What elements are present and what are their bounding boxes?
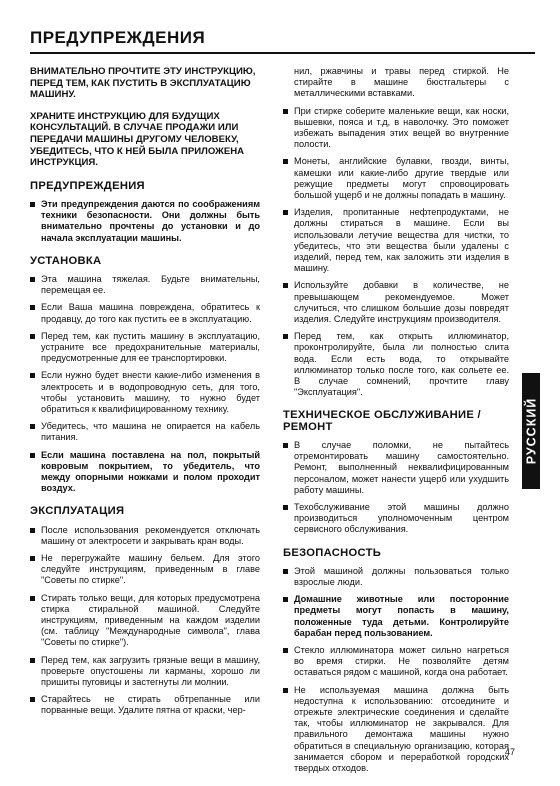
bullet-icon [283, 505, 288, 510]
maintenance-list [283, 440, 509, 536]
list-item: Монеты, английские булавки, гвозди, винты, камешки или какие-либо другие твердые или режущие предметы могут спровоцировать большой ущерб и не должны попадать в машину. [283, 156, 509, 201]
bullet-icon [30, 556, 35, 561]
operation-heading: ЭКСПЛУАТАЦИЯ [30, 505, 125, 518]
bullet-icon [283, 283, 288, 288]
title-rule [30, 52, 535, 54]
operation-list [30, 525, 260, 717]
bullet-icon [30, 697, 35, 702]
list-item: Изделия, пропитанные нефтепродуктами, не должны стираться в машине. Если вы использовали летучие вещества для чистки, то убедитесь, что эти вещества были удалены с изделий, перед тем, как заложить эти изделия в машину. [283, 207, 509, 274]
operation-continuation: нил, ржавчины и травы перед стиркой. Не стирайте в машине бюстгальтеры с металлическими вставками. [294, 66, 509, 99]
list-item: Если нужно будет внести какие-либо изменения в электросеть и в водопроводную сеть, для того, чтобы установить машину, то нужно будет обратиться к квалифицированному технику. [30, 370, 260, 415]
list-item: Не используемая машина должна быть недоступна к использованию: отсоедините и отрежьте электрические соединения и сделайте так, чтобы иллюминатор не закрывался. Для правильного демонтажа машины нужно обратиться в специальную организацию, которая занимается сбором и переработкой городских твердых отходов. [283, 685, 509, 775]
page-number: 47 [505, 747, 516, 757]
bullet-icon [283, 648, 288, 653]
warnings-heading: ПРЕДУПРЕЖДЕНИЯ [30, 179, 145, 192]
list-item: При стирке соберите маленькие вещи, как носки, вышевки, пояса и т.д, в наволочку. Это поможет избежать выпадения этих вещей во внутренние полости. [283, 106, 509, 151]
operation-list-continued [283, 106, 509, 399]
bullet-icon [283, 597, 288, 602]
safety-heading: БЕЗОПАСНОСТЬ [283, 546, 382, 559]
bullet-icon [30, 424, 35, 429]
bullet-icon [30, 453, 35, 458]
installation-list [30, 274, 260, 494]
maintenance-heading: ТЕХНИЧЕСКОЕ ОБСЛУЖИВАНИЕ / РЕМОНТ [283, 409, 481, 433]
list-item: Не перегружайте машину бельем. Для этого следуйте инструкциям, приведенным в главе "Советы по стирке". [30, 553, 260, 587]
list-item: Домашние животные или посторонние предметы могут попасть в машину, положенные туда детьми. Контролируйте барабан перед пользованием. [283, 594, 509, 639]
bullet-icon [30, 528, 35, 533]
bullet-icon [283, 688, 288, 693]
list-item: Убедитесь, что машина не опирается на кабель питания. [30, 421, 260, 443]
list-item: Перед тем, как открыть иллюминатор, проконтролируйте, была ли полностью слита вода. Если есть вода, то открывайте иллюминатор только после того, как сольете ее. В случае сомнений, прочтите главу "Эксплуатация". [283, 331, 509, 398]
list-item: После использования рекомендуется отключать машину от электросети и закрывать кран воды. [30, 525, 260, 547]
language-tab: РУССКИЙ [522, 373, 540, 489]
list-item: Если машина поставлена на пол, покрытый ковровым покрытием, то убедитель, что между опорными ножками и полом проходит воздух. [30, 450, 260, 495]
bullet-icon [30, 596, 35, 601]
warnings-list [30, 199, 260, 244]
bullet-icon [30, 334, 35, 339]
bullet-icon [283, 569, 288, 574]
bullet-icon [30, 305, 35, 310]
page-title: ПРЕДУПРЕЖДЕНИЯ [30, 28, 206, 47]
intro-keep-instructions: ХРАНИТЕ ИНСТРУКЦИЮ ДЛЯ БУДУЩИХ КОНСУЛЬТАЦИЙ. В СЛУЧАЕ ПРОДАЖИ ИЛИ ПЕРЕДАЧИ МАШИНЫ ДРУГОМУ ЧЕЛОВЕКУ, УБЕДИТЕСЬ, ЧТО К НЕЙ БЫЛА ПРИЛОЖЕНА ИНСТРУКЦИЯ. [30, 110, 245, 169]
bullet-icon [283, 210, 288, 215]
bullet-icon [30, 373, 35, 378]
bullet-icon [30, 277, 35, 282]
list-item: Техобслуживание этой машины должно производиться уполномоченным центром сервисного обслуживания. [283, 502, 509, 536]
bullet-icon [283, 109, 288, 114]
list-item: Эти предупреждения даются по соображениям техники безопасности. Они должны быть внимательно прочтены до установки и до начала эксплуатации машины. [30, 199, 260, 244]
bullet-icon [283, 443, 288, 448]
list-item: Старайтесь не стирать обтрепанные или порванные вещи. Удалите пятна от краски, чер- [30, 694, 260, 716]
intro-read-instructions: ВНИМАТЕЛЬНО ПРОЧТИТЕ ЭТУ ИНСТРУКЦИЮ, ПЕРЕД ТЕМ, КАК ПУСТИТЬ В ЭКСПЛУАТАЦИЮ МАШИНУ. [30, 66, 256, 101]
list-item: Этой машиной должны пользоваться только взрослые люди. [283, 566, 509, 588]
list-item: Перед тем, как пустить машину в эксплуатацию, устраните все предохранительные материалы, предусмотренные для ее транспортировки. [30, 331, 260, 365]
list-item: Эта машина тяжелая. Будьте внимательны, перемещая ее. [30, 274, 260, 296]
bullet-icon [283, 334, 288, 339]
bullet-icon [283, 159, 288, 164]
list-item: Перед тем, как загрузить грязные вещи в машину, проверьте опустошены ли карманы, хорошо ли пришиты пуговицы и застегнуты ли молнии. [30, 655, 260, 689]
list-item: Стекло иллюминатора может сильно нагреться во время стирки. Не позволяйте детям оставаться рядом с машиной, когда она работает. [283, 645, 509, 679]
bullet-icon [30, 202, 35, 207]
installation-heading: УСТАНОВКА [30, 254, 102, 267]
bullet-icon [30, 658, 35, 663]
safety-list [283, 566, 509, 774]
right-column [283, 66, 509, 780]
list-item: Если Ваша машина повреждена, обратитесь к продавцу, до того как пустить ее в эксплуатацию. [30, 302, 260, 324]
list-item: Стирать только вещи, для которых предусмотрена стирка стиральной машиной. Следуйте инструкциям, приведенным на каждом изделии (см. таблицу "Международные символа", глава "Советы по стирке"). [30, 593, 260, 649]
left-column [30, 66, 260, 723]
list-item: Используйте добавки в количестве, не превышающем рекомендуемое. Может случиться, что слишком большие дозы повредят изделия. Следуйте инструкциям производителя. [283, 280, 509, 325]
list-item: В случае поломки, не пытайтесь отремонтировать машину самостоятельно. Ремонт, выполненный неквалифицированным персоналом, может нанести ущерб или ухудшить работу машины. [283, 440, 509, 496]
